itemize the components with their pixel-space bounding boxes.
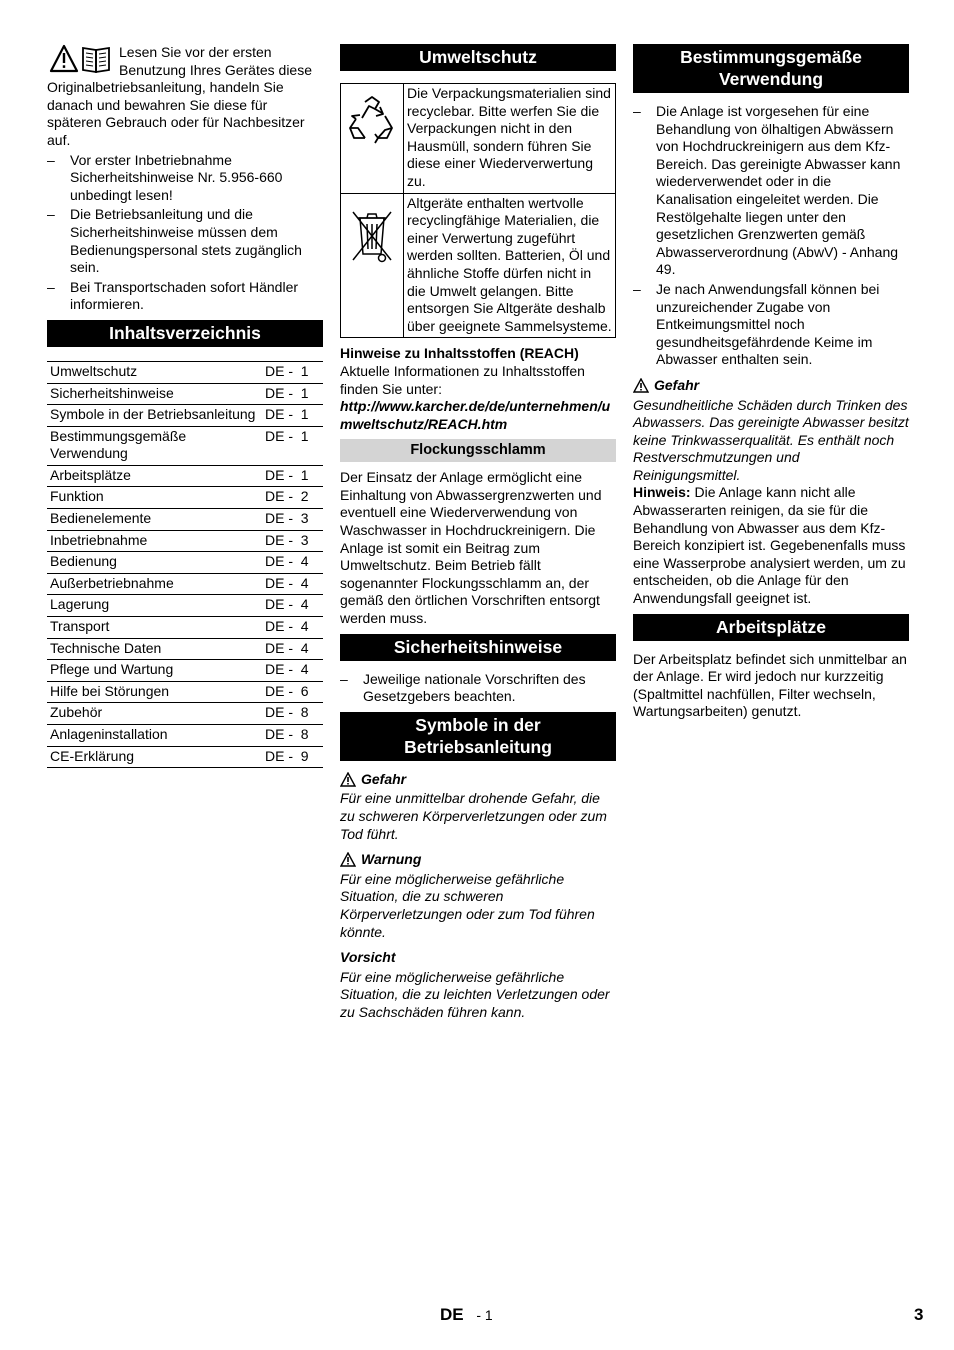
- toc-entry-page: DE - 8: [262, 725, 323, 747]
- bestimmung-gefahr: [633, 377, 909, 395]
- disposal-cell: [341, 193, 404, 338]
- toc-row: [47, 703, 323, 725]
- toc-entry-label: Bedienelemente: [47, 509, 262, 531]
- toc-entry-label: Inbetriebnahme: [47, 530, 262, 552]
- toc-entry-page: DE - 1: [262, 383, 323, 405]
- toc-entry-page: DE - 1: [262, 405, 323, 427]
- toc-entry-label: Lagerung: [47, 595, 262, 617]
- arbeitsplaetze-heading: Arbeitsplätze: [633, 614, 909, 641]
- toc-row: [47, 361, 323, 383]
- toc-row: [47, 746, 323, 768]
- warning-manual-icons: [49, 44, 115, 74]
- toc-entry-label: Anlageninstallation: [47, 725, 262, 747]
- toc-entry-label: Pflege und Wartung: [47, 660, 262, 682]
- warnung-label: Warnung: [361, 851, 422, 868]
- toc-row: [47, 465, 323, 487]
- column-left: [47, 44, 323, 768]
- toc-entry-page: DE - 4: [262, 573, 323, 595]
- bestimmung-heading: Bestimmungsgemäße Verwendung: [633, 44, 909, 93]
- toc-entry-label: Außerbetriebnahme: [47, 573, 262, 595]
- hinweis-paragraph: [633, 484, 909, 607]
- toc-entry-page: DE - 4: [262, 638, 323, 660]
- symbole-heading: Symbole in der Betriebsanleitung: [340, 712, 616, 761]
- column-right: [633, 44, 909, 721]
- recycle-cell: [341, 84, 404, 194]
- toc-entry-page: DE - 2: [262, 487, 323, 509]
- toc-entry-page: DE - 4: [262, 660, 323, 682]
- bestimmung-item: – Je nach Anwendungsfall können bei unzureichender Zugabe von Entkeimungsmittel noch gesundheitsgefährdende Keime im Abwasser enthalten sein.: [633, 281, 909, 369]
- toc-row: [47, 405, 323, 427]
- toc-row: [47, 509, 323, 531]
- warnung-text: Für eine möglicherweise gefährliche Situation, die zu schweren Körperverletzungen oder zum Tod führen könnte.: [340, 870, 595, 940]
- umweltschutz-heading: Umweltschutz: [340, 44, 616, 71]
- toc-entry-page: DE - 3: [262, 509, 323, 531]
- toc-entry-label: Technische Daten: [47, 638, 262, 660]
- hinweis-label: Hinweis:: [633, 484, 691, 501]
- warning-triangle-icon: [633, 378, 649, 393]
- arbeitsplaetze-text: Der Arbeitsplatz befindet sich unmittelbar an der Anlage. Er wird jedoch nur kurzzeitig (Spaltmittel nachfüllen, Filter wechseln, Wartungsarbeiten) genutzt.: [633, 650, 907, 720]
- toc-row: [47, 383, 323, 405]
- intro-item: – Die Betriebsanleitung und die Sicherheitshinweise müssen dem Bedienungspersonal stets zugänglich sein.: [47, 206, 323, 276]
- toc-entry-page: DE - 8: [262, 703, 323, 725]
- footer-lang: DE: [440, 1305, 464, 1324]
- reach-text: Aktuelle Informationen zu Inhaltsstoffen finden Sie unter:: [340, 362, 585, 397]
- symbol-vorsicht: [340, 949, 616, 967]
- warning-triangle-icon: [49, 44, 115, 74]
- toc-entry-label: Bestimmungsgemäße Verwendung: [47, 426, 262, 465]
- footer-page-label: [440, 1306, 493, 1325]
- symbol-gefahr: [340, 771, 616, 789]
- toc-row: [47, 487, 323, 509]
- intro-text: Lesen Sie vor der ersten Benutzung Ihres Gerätes diese Originalbetriebsanleitung, handeln Sie danach und bewahren Sie diese für späteren Gebrauch oder für Nachbesitzer auf.: [47, 44, 313, 148]
- recycle-text: Die Verpackungsmaterialien sind recyclebar. Bitte werfen Sie die Verpackungen nicht in den Hausmüll, sondern führen Sie diese einer Wiederverwertung zu.: [404, 84, 616, 194]
- intro-item: – Vor erster Inbetriebnahme Sicherheitshinweise Nr. 5.956-660 unbedingt lesen!: [47, 152, 323, 205]
- toc-entry-label: Umweltschutz: [47, 361, 262, 383]
- toc-row: [47, 660, 323, 682]
- bestimmung-gefahr-text: Gesundheitliche Schäden durch Trinken des Abwassers. Das gereinigte Abwasser besitzt keine Trinkwasserqualität. Es enthält noch Restverschmutzungen und Reinigungsmittel.: [633, 396, 909, 483]
- flockung-heading: Flockungsschlamm: [340, 439, 616, 462]
- toc-entry-label: Hilfe bei Störungen: [47, 681, 262, 703]
- column-middle: [340, 44, 616, 1022]
- gefahr-text: Für eine unmittelbar drohende Gefahr, die zu schweren Körperverletzungen oder zum Tod führt.: [340, 790, 607, 842]
- disposal-text: Altgeräte enthalten wertvolle recyclingfähige Materialien, die einer Verwertung zugeführt werden sollten. Batterien, Öl und ähnliche Stoffe dürfen nicht in die Umwelt gelangen. Bitte entsorgen Sie Altgeräte deshalb über geeignete Sammelsysteme.: [404, 193, 616, 338]
- intro-block: [47, 44, 323, 314]
- footer-page: - 1: [476, 1307, 493, 1323]
- toc-entry-label: Funktion: [47, 487, 262, 509]
- manual-book-icon: [83, 48, 109, 72]
- toc-entry-page: DE - 4: [262, 595, 323, 617]
- toc-row: [47, 725, 323, 747]
- toc-entry-page: DE - 1: [262, 426, 323, 465]
- toc-entry-label: Zubehör: [47, 703, 262, 725]
- toc-entry-label: Bedienung: [47, 552, 262, 574]
- reach-url-link[interactable]: http://www.karcher.de/de/unternehmen/umweltschutz/REACH.htm: [340, 398, 611, 432]
- toc-entry-page: DE - 9: [262, 746, 323, 768]
- sicherheit-item: – Jeweilige nationale Vorschriften des Gesetzgebers beachten.: [340, 671, 616, 706]
- gefahr-label: Gefahr: [361, 770, 407, 787]
- toc-entry-page: DE - 4: [262, 552, 323, 574]
- toc-entry-label: Arbeitsplätze: [47, 465, 262, 487]
- environment-table: [340, 83, 616, 338]
- toc-entry-page: DE - 3: [262, 530, 323, 552]
- toc-row: [47, 595, 323, 617]
- warning-triangle-icon: [340, 852, 356, 867]
- intro-item: – Bei Transportschaden sofort Händler informieren.: [47, 279, 323, 314]
- toc-row: [47, 426, 323, 465]
- recycle-icon: [345, 94, 399, 148]
- hinweis-text: Die Anlage kann nicht alle Abwasserarten reinigen, da sie für die Behandlung von Abwasser aus dem Kfz-Bereich konzipiert ist. Gegebenenfalls muss eine Wasserprobe analysiert werden, um zu entscheiden, ob die Anlage für den Anwendungsfall geeignet ist.: [633, 484, 906, 607]
- sicherheit-heading: Sicherheitshinweise: [340, 634, 616, 661]
- toc-row: [47, 681, 323, 703]
- toc-entry-page: DE - 1: [262, 465, 323, 487]
- warning-triangle-icon: [340, 772, 356, 787]
- symbol-warnung: [340, 851, 616, 869]
- vorsicht-label: Vorsicht: [340, 949, 396, 966]
- toc-entry-label: Sicherheitshinweise: [47, 383, 262, 405]
- toc-heading: Inhaltsverzeichnis: [47, 320, 323, 347]
- vorsicht-text: Für eine möglicherweise gefährliche Situation, die zu leichten Verletzungen oder zu Sachschäden führen kann.: [340, 968, 610, 1020]
- toc-row: [47, 638, 323, 660]
- toc-row: [47, 573, 323, 595]
- toc-row: [47, 617, 323, 639]
- flockung-text: Der Einsatz der Anlage ermöglicht eine Einhaltung von Abwassergrenzwerten und eventuell eine Wiederverwendung von Waschwasser in Hochdruckreinigern. Die Anlage ist somit ein Beitrag zum Umweltschutz. Beim Betrieb fällt sogenannter Flockungsschlamm an, der gemäß den örtlichen Vorschriften entsorgt werden muss.: [340, 469, 602, 627]
- reach-heading: Hinweise zu Inhaltsstoffen (REACH): [340, 345, 579, 362]
- bestimmung-gefahr-label: Gefahr: [654, 376, 700, 393]
- toc-entry-label: Transport: [47, 617, 262, 639]
- toc-entry-page: DE - 4: [262, 617, 323, 639]
- toc-row: [47, 530, 323, 552]
- bestimmung-item: – Die Anlage ist vorgesehen für eine Behandlung von ölhaltigen Abwässern von Hochdruckreinigern aus dem Kfz-Bereich. Das gereinigte Abwasser kann wiederverwendet oder in die Kanalisation eingeleitet werden. Die Restölgehalte liegen unter den gesetzlichen Grenzwerten gemäß Abwasserverordnung (AbwV) - Anhang 49.: [633, 103, 909, 279]
- toc-row: [47, 552, 323, 574]
- footer-page-number: 3: [914, 1305, 924, 1324]
- toc-table: [47, 361, 323, 768]
- toc-entry-page: DE - 6: [262, 681, 323, 703]
- toc-entry-page: DE - 1: [262, 361, 323, 383]
- crossed-bin-icon: [347, 204, 397, 266]
- toc-entry-label: Symbole in der Betriebsanleitung: [47, 405, 262, 427]
- toc-entry-label: CE-Erklärung: [47, 746, 262, 768]
